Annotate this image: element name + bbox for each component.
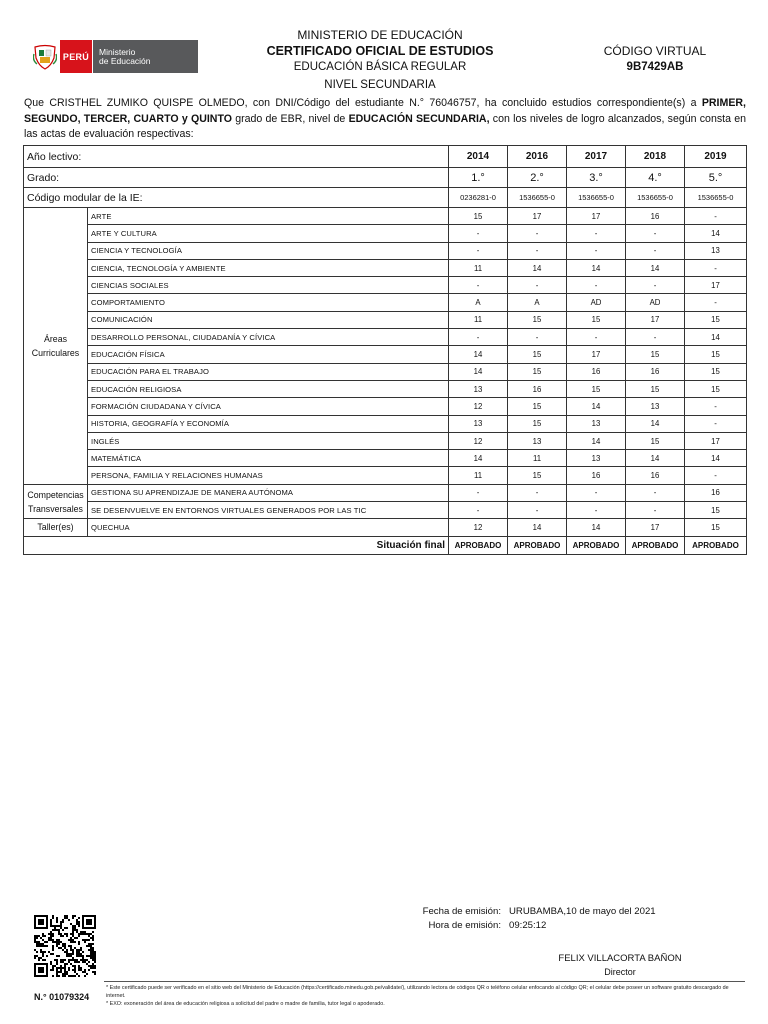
subject-row <box>24 380 747 397</box>
grade-value: 13 <box>508 432 567 449</box>
grade-value: 16 <box>567 467 626 484</box>
year-cell: 2018 <box>626 146 685 168</box>
grade-value: 17 <box>508 208 567 225</box>
grade-value: 14 <box>449 450 508 467</box>
grade-value: 14 <box>685 225 747 242</box>
footnotes <box>106 984 746 1009</box>
grade-value: 13 <box>567 415 626 432</box>
year-label: Año lectivo: <box>24 146 449 168</box>
grade-value: - <box>626 225 685 242</box>
grade-value: AD <box>626 294 685 311</box>
subject-row <box>24 208 747 225</box>
logo-ministry: Ministerio de Educación <box>93 40 198 73</box>
grade-value: 16 <box>626 467 685 484</box>
grade-value: 16 <box>626 208 685 225</box>
signer-role: Director <box>604 967 636 977</box>
subject-name: ARTE Y CULTURA <box>88 225 449 242</box>
grade-value: 14 <box>567 519 626 536</box>
serial-number: N.° 01079324 <box>34 992 90 1002</box>
subject-row <box>24 225 747 242</box>
grade-value: - <box>567 277 626 294</box>
grade-value: 14 <box>567 259 626 276</box>
footnote-verification: * Este certificado puede ser verificado en el sitio web del Ministerio de Educación (https://certificado.minedu.gob.pe/validate/), utilizando lectora de códigos QR o teléfono celular enfocando al código QR; el celular debe poseer un software gratuito descargado de internet. <box>106 985 729 1000</box>
grade-value: - <box>508 225 567 242</box>
subject-name: EDUCACIÓN RELIGIOSA <box>88 380 449 397</box>
grade-value: 15 <box>508 311 567 328</box>
logo-country: PERÚ <box>60 40 92 73</box>
grade-value: 12 <box>449 398 508 415</box>
grade-value: 15 <box>685 346 747 363</box>
modular-code-cell: 1536655-0 <box>508 188 567 208</box>
grade-value: 13 <box>626 398 685 415</box>
subject-row <box>24 484 747 501</box>
coat-of-arms-icon <box>30 40 60 73</box>
subject-row <box>24 467 747 484</box>
grade-value: 12 <box>449 432 508 449</box>
footer-divider <box>104 981 745 982</box>
grade-value: 14 <box>567 432 626 449</box>
footnote-exoneration: * EXO: exoneración del área de educación religiosa a solicitud del padre o madre de familia, tutor legal o apoderado. <box>106 1001 385 1008</box>
minedu-logo <box>30 40 198 73</box>
subject-row <box>24 277 747 294</box>
year-cell: 2014 <box>449 146 508 168</box>
subject-name: CIENCIA, TECNOLOGÍA Y AMBIENTE <box>88 259 449 276</box>
subject-name: SE DESENVUELVE EN ENTORNOS VIRTUALES GENERADOS POR LAS TIC <box>88 502 449 519</box>
grade-value: 17 <box>685 277 747 294</box>
grades-table <box>23 145 747 555</box>
grade-value: - <box>508 502 567 519</box>
final-status-value: APROBADO <box>626 536 685 554</box>
grade-value: 16 <box>567 363 626 380</box>
grade-value: 14 <box>626 259 685 276</box>
grade-value: - <box>449 484 508 501</box>
education-type: EDUCACIÓN BÁSICA REGULAR <box>293 61 467 73</box>
grade-cell: 2.° <box>508 168 567 188</box>
subject-name: EDUCACIÓN FÍSICA <box>88 346 449 363</box>
grade-value: - <box>685 398 747 415</box>
grade-value: 17 <box>626 519 685 536</box>
grade-value: 15 <box>626 432 685 449</box>
grade-value: 11 <box>449 467 508 484</box>
grade-value: - <box>508 242 567 259</box>
grade-value: 14 <box>626 415 685 432</box>
subject-row <box>24 450 747 467</box>
grade-value: 15 <box>685 380 747 397</box>
grade-value: - <box>508 484 567 501</box>
emission-time-label: Hora de emisión: <box>428 920 501 931</box>
subject-name: INGLÉS <box>88 432 449 449</box>
grade-value: - <box>626 242 685 259</box>
emission-date-value: URUBAMBA,10 de mayo del 2021 <box>509 906 656 917</box>
grade-value: 15 <box>508 467 567 484</box>
subject-name: QUECHUA <box>88 519 449 536</box>
grade-value: 14 <box>626 450 685 467</box>
subject-row <box>24 329 747 346</box>
subject-name: COMPORTAMIENTO <box>88 294 449 311</box>
grade-value: 11 <box>508 450 567 467</box>
subject-row <box>24 311 747 328</box>
grade-value: 16 <box>508 380 567 397</box>
modular-code-row <box>24 188 747 208</box>
grade-value: 12 <box>449 519 508 536</box>
modular-code-label: Código modular de la IE: <box>24 188 449 208</box>
subject-name: ARTE <box>88 208 449 225</box>
group-label: Competencias Transversales <box>24 484 88 519</box>
grade-value: - <box>508 329 567 346</box>
virtual-code-label: CÓDIGO VIRTUAL <box>603 44 707 58</box>
final-status-value: APROBADO <box>685 536 747 554</box>
grade-value: 14 <box>685 329 747 346</box>
grade-value: 16 <box>685 484 747 501</box>
subject-name: FORMACIÓN CIUDADANA Y CÍVICA <box>88 398 449 415</box>
grade-value: - <box>626 502 685 519</box>
grade-value: - <box>626 329 685 346</box>
final-status-value: APROBADO <box>508 536 567 554</box>
grade-value: - <box>508 277 567 294</box>
grade-value: 14 <box>685 450 747 467</box>
subject-row <box>24 432 747 449</box>
grade-value: 14 <box>567 398 626 415</box>
ministry-heading: MINISTERIO DE EDUCACIÓN <box>297 28 463 42</box>
virtual-code-value: 9B7429AB <box>626 61 684 73</box>
grade-value: 15 <box>567 311 626 328</box>
grade-value: 15 <box>626 346 685 363</box>
grade-value: 13 <box>685 242 747 259</box>
grade-value: 16 <box>626 363 685 380</box>
subject-name: EDUCACIÓN PARA EL TRABAJO <box>88 363 449 380</box>
grade-value: - <box>449 277 508 294</box>
grade-value: AD <box>567 294 626 311</box>
grade-label: Grado: <box>24 168 449 188</box>
grade-value: 14 <box>449 346 508 363</box>
modular-code-cell: 0236281-0 <box>449 188 508 208</box>
modular-code-cell: 1536655-0 <box>626 188 685 208</box>
document-title: CERTIFICADO OFICIAL DE ESTUDIOS <box>266 44 494 58</box>
qr-code <box>34 915 96 977</box>
grade-value: 13 <box>449 380 508 397</box>
grade-value: - <box>567 242 626 259</box>
subject-name: HISTORIA, GEOGRAFÍA Y ECONOMÍA <box>88 415 449 432</box>
signer-name: FELIX VILLACORTA BAÑON <box>558 953 682 964</box>
grade-value: - <box>567 484 626 501</box>
grade-value: 15 <box>508 415 567 432</box>
subject-name: GESTIONA SU APRENDIZAJE DE MANERA AUTÓNOMA <box>88 484 449 501</box>
grade-value: 14 <box>508 259 567 276</box>
grade-value: 15 <box>626 380 685 397</box>
grade-value: - <box>449 502 508 519</box>
grade-value: 15 <box>685 519 747 536</box>
grade-value: - <box>449 242 508 259</box>
grade-value: - <box>567 502 626 519</box>
grade-cell: 1.° <box>449 168 508 188</box>
grade-value: 13 <box>449 415 508 432</box>
group-label: Áreas Curriculares <box>24 208 88 485</box>
modular-code-cell: 1536655-0 <box>685 188 747 208</box>
subject-row <box>24 242 747 259</box>
grade-value: 14 <box>508 519 567 536</box>
grade-value: 15 <box>685 502 747 519</box>
emission-time-value: 09:25:12 <box>509 920 547 931</box>
grade-value: 15 <box>567 380 626 397</box>
year-cell: 2017 <box>567 146 626 168</box>
grade-value: 13 <box>567 450 626 467</box>
grade-cell: 5.° <box>685 168 747 188</box>
subject-row <box>24 502 747 519</box>
grade-value: - <box>685 208 747 225</box>
final-status-value: APROBADO <box>449 536 508 554</box>
grade-value: - <box>685 467 747 484</box>
subject-row <box>24 294 747 311</box>
subject-row <box>24 259 747 276</box>
grade-value: A <box>449 294 508 311</box>
final-status-label: Situación final <box>24 536 449 554</box>
subject-name: DESARROLLO PERSONAL, CIUDADANÍA Y CÍVICA <box>88 329 449 346</box>
grade-value: - <box>567 329 626 346</box>
grade-value: 15 <box>508 363 567 380</box>
grade-value: - <box>449 329 508 346</box>
final-status-row <box>24 536 747 554</box>
subject-row <box>24 398 747 415</box>
grade-value: 17 <box>567 208 626 225</box>
grade-value: 11 <box>449 311 508 328</box>
year-row <box>24 146 747 168</box>
subject-name: CIENCIA Y TECNOLOGÍA <box>88 242 449 259</box>
grade-value: - <box>685 415 747 432</box>
modular-code-cell: 1536655-0 <box>567 188 626 208</box>
grade-cell: 3.° <box>567 168 626 188</box>
grade-value: 15 <box>685 311 747 328</box>
subject-name: MATEMÁTICA <box>88 450 449 467</box>
grade-value: 15 <box>449 208 508 225</box>
grade-value: 15 <box>508 346 567 363</box>
grade-value: 17 <box>567 346 626 363</box>
group-label: Taller(es) <box>24 519 88 536</box>
grade-row <box>24 168 747 188</box>
subject-row <box>24 519 747 536</box>
year-cell: 2019 <box>685 146 747 168</box>
subject-name: PERSONA, FAMILIA Y RELACIONES HUMANAS <box>88 467 449 484</box>
grade-value: - <box>626 277 685 294</box>
grade-value: - <box>567 225 626 242</box>
grade-value: 15 <box>685 363 747 380</box>
grade-value: 15 <box>508 398 567 415</box>
grade-value: - <box>449 225 508 242</box>
grade-cell: 4.° <box>626 168 685 188</box>
grade-value: - <box>685 259 747 276</box>
grade-value: 17 <box>626 311 685 328</box>
certification-statement: Que CRISTHEL ZUMIKO QUISPE OLMEDO, con DNI/Código del estudiante N.° 76046757, ha concluido estudios correspondiente(s) a PRIMER, SEGUNDO, TERCER, CUARTO y QUINTO grado de EBR, nivel de EDUCACIÓN SECUNDARIA, con los niveles de logro alcanzados, según consta en las actas de evaluación respectivas: <box>24 97 746 141</box>
emission-date-label: Fecha de emisión: <box>422 906 501 917</box>
final-status-value: APROBADO <box>567 536 626 554</box>
subject-name: CIENCIAS SOCIALES <box>88 277 449 294</box>
subject-row <box>24 346 747 363</box>
grade-value: 11 <box>449 259 508 276</box>
grade-value: - <box>626 484 685 501</box>
subject-row <box>24 415 747 432</box>
grade-value: A <box>508 294 567 311</box>
grade-value: - <box>685 294 747 311</box>
grade-value: 17 <box>685 432 747 449</box>
education-level: NIVEL SECUNDARIA <box>324 79 436 91</box>
subject-name: COMUNICACIÓN <box>88 311 449 328</box>
subject-row <box>24 363 747 380</box>
year-cell: 2016 <box>508 146 567 168</box>
grade-value: 14 <box>449 363 508 380</box>
